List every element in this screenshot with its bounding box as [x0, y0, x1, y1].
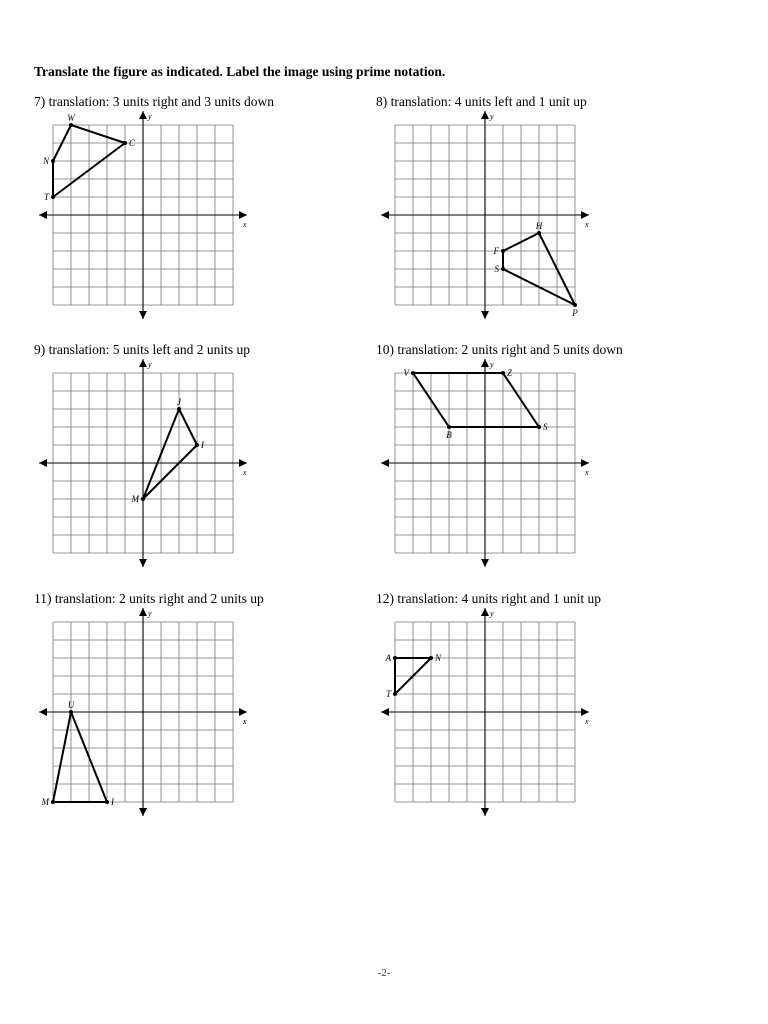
x-axis-label: x [243, 717, 247, 726]
vertex-S [537, 425, 541, 429]
vertex-F [501, 249, 505, 253]
figure-polygon [53, 712, 107, 802]
vertex-label-W: W [67, 113, 75, 123]
y-axis-label: y [490, 609, 494, 618]
problem-11-prompt: 11) translation: 2 units right and 2 units up [34, 591, 264, 606]
x-axis-arrow-icon [39, 211, 47, 219]
y-axis-arrow-icon [481, 608, 489, 616]
y-axis-arrow-icon [139, 359, 147, 367]
vertex-N [429, 656, 433, 660]
x-axis-label: x [585, 220, 589, 229]
vertex-label-N: N [435, 653, 442, 663]
x-axis-arrow-icon [581, 211, 589, 219]
vertex-C [123, 141, 127, 145]
vertex-M [141, 497, 145, 501]
problem-9-prompt: 9) translation: 5 units left and 2 units up [34, 342, 250, 357]
y-axis-label: y [148, 112, 152, 121]
problem-11-graph[interactable] [34, 609, 254, 818]
x-axis-arrow-icon [239, 708, 247, 716]
problem-7-prompt: 7) translation: 3 units right and 3 units down [34, 94, 274, 109]
vertex-A [393, 656, 397, 660]
problem-12-prompt: 12) translation: 4 units right and 1 unit up [376, 591, 601, 606]
y-axis-arrow-icon [481, 359, 489, 367]
y-axis-arrow-icon [481, 111, 489, 119]
vertex-T [393, 692, 397, 696]
problem-8-prompt: 8) translation: 4 units left and 1 unit up [376, 94, 587, 109]
vertex-label-T: T [385, 689, 391, 699]
vertex-label-P: P [572, 308, 578, 318]
vertex-U [69, 710, 73, 714]
vertex-I [195, 443, 199, 447]
problem-10-prompt: 10) translation: 2 units right and 5 units down [376, 342, 623, 357]
vertex-P [573, 303, 577, 307]
vertex-H [537, 231, 541, 235]
problem-9-graph[interactable] [34, 360, 254, 569]
y-axis-label: y [490, 112, 494, 121]
x-axis-arrow-icon [239, 211, 247, 219]
vertex-label-Z: Z [507, 368, 513, 378]
vertex-label-M: M [131, 494, 139, 504]
vertex-Z [501, 371, 505, 375]
x-axis-label: x [243, 220, 247, 229]
x-axis-arrow-icon [39, 459, 47, 467]
problem-8-graph[interactable] [376, 112, 596, 321]
vertex-M [51, 800, 55, 804]
vertex-label-U: U [67, 700, 75, 710]
y-axis-label: y [148, 609, 152, 618]
y-axis-arrow-icon [481, 808, 489, 816]
vertex-label-A: A [385, 653, 391, 663]
problem-7-graph[interactable] [34, 112, 254, 321]
y-axis-arrow-icon [139, 608, 147, 616]
vertex-J [177, 407, 181, 411]
vertex-label-F: F [493, 246, 499, 256]
vertex-label-S: S [494, 264, 499, 274]
vertex-label-B: B [446, 430, 452, 440]
figure-polygon [413, 373, 539, 427]
vertex-I [105, 800, 109, 804]
x-axis-arrow-icon [381, 708, 389, 716]
vertex-N [51, 159, 55, 163]
vertex-B [447, 425, 451, 429]
x-axis-label: x [585, 717, 589, 726]
page-number: -2- [377, 967, 391, 979]
vertex-S [501, 267, 505, 271]
vertex-W [69, 123, 73, 127]
x-axis-arrow-icon [39, 708, 47, 716]
vertex-label-T: T [43, 192, 49, 202]
x-axis-arrow-icon [581, 459, 589, 467]
instructions: Translate the figure as indicated. Label the image using prime notation. [34, 64, 446, 79]
y-axis-arrow-icon [139, 808, 147, 816]
vertex-label-M: M [41, 797, 49, 807]
vertex-label-I: I [111, 797, 114, 807]
y-axis-arrow-icon [481, 559, 489, 567]
problem-10-graph[interactable] [376, 360, 596, 569]
x-axis-arrow-icon [239, 459, 247, 467]
y-axis-arrow-icon [139, 311, 147, 319]
vertex-label-I: I [201, 440, 204, 450]
vertex-label-H: H [535, 221, 543, 231]
x-axis-arrow-icon [381, 459, 389, 467]
x-axis-label: x [585, 468, 589, 477]
figure-polygon [143, 409, 197, 499]
vertex-label-N: N [42, 156, 49, 166]
x-axis-arrow-icon [581, 708, 589, 716]
y-axis-label: y [148, 360, 152, 369]
problem-12-graph[interactable] [376, 609, 596, 818]
y-axis-arrow-icon [139, 559, 147, 567]
x-axis-label: x [243, 468, 247, 477]
y-axis-arrow-icon [139, 111, 147, 119]
y-axis-label: y [490, 360, 494, 369]
vertex-T [51, 195, 55, 199]
y-axis-arrow-icon [481, 311, 489, 319]
vertex-label-V: V [403, 368, 409, 378]
x-axis-arrow-icon [381, 211, 389, 219]
vertex-label-C: C [129, 138, 136, 148]
vertex-label-S: S [543, 422, 548, 432]
vertex-V [411, 371, 415, 375]
vertex-label-J: J [177, 397, 181, 407]
